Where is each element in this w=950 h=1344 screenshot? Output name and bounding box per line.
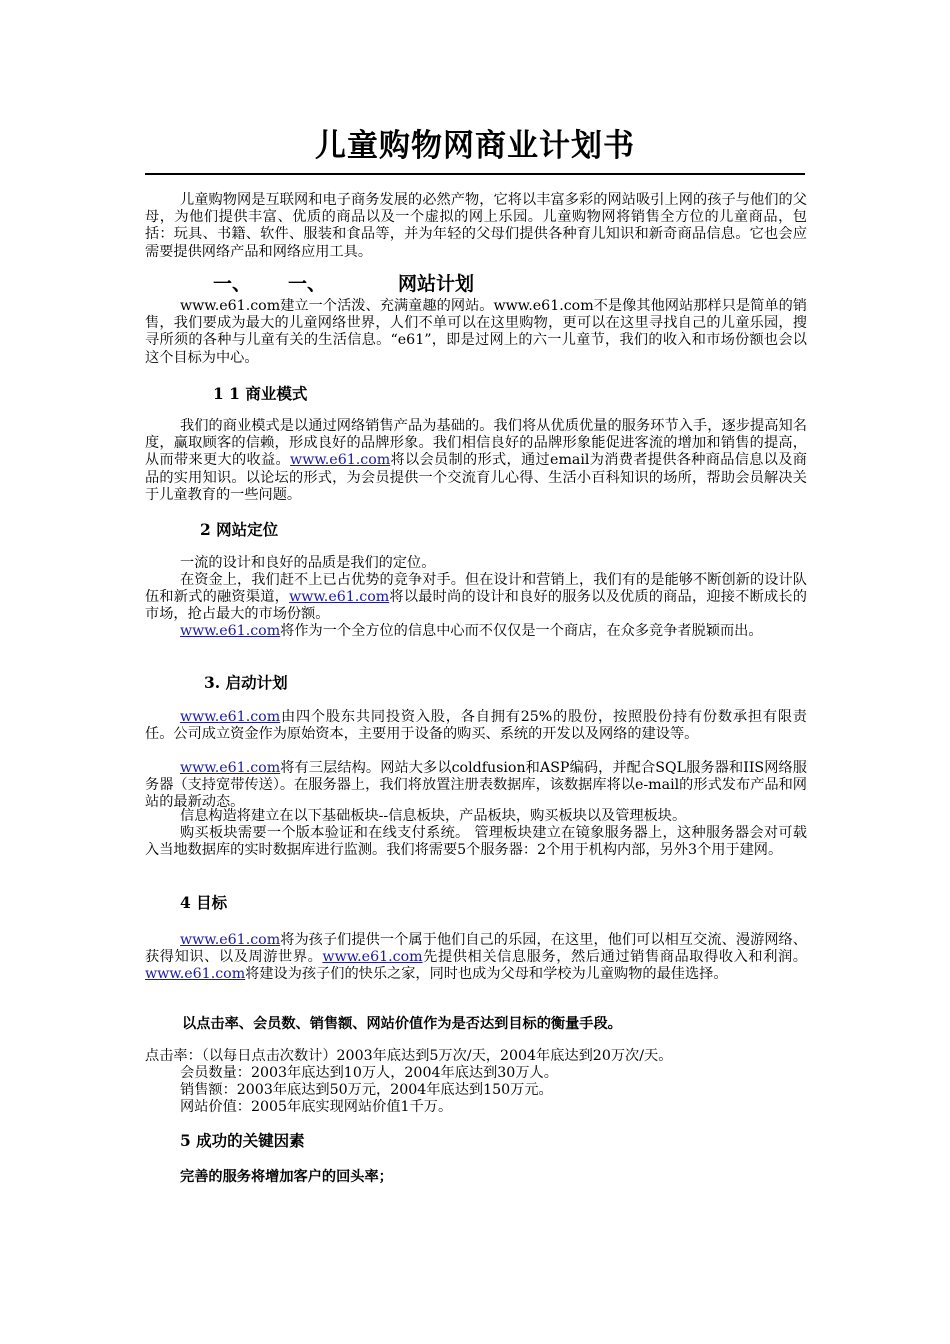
- metric-sales: 销售额：2003年底达到50万元，2004年底达到150万元。: [180, 1082, 553, 1098]
- text-run: 先提供相关信息服务，然后通过销售商品取得收入和利润。: [422, 949, 807, 966]
- section-1-number-repeat: 一、: [288, 273, 327, 295]
- site-link[interactable]: www.e61.com: [322, 949, 423, 966]
- text-run: 将以最时尚的设计和良好的服务以及优质的商品，迎接不断成长的市场，抢占最大的市场份额。: [145, 589, 807, 623]
- section-3-paragraph-2: [145, 760, 807, 812]
- section-4-heading: 4 目标: [180, 893, 228, 912]
- title-rule: [145, 173, 805, 175]
- section-5-heading: 5 成功的关键因素: [180, 1131, 305, 1150]
- section-2-heading: 2 网站定位: [200, 520, 279, 539]
- section-3-heading: 3. 启动计划: [204, 673, 288, 692]
- section-5-bold-line: 完善的服务将增加客户的回头率；: [180, 1169, 393, 1185]
- section-3-paragraph-3: 信息构造将建立在以下基础板块--信息板块，产品板块，购买板块以及管理板块。: [180, 808, 687, 824]
- metric-clicks: 点击率：（以每日点击次数计）2003年底达到5万次/天，2004年底达到20万次/天。: [145, 1048, 673, 1064]
- section-1-number: 一、: [213, 273, 252, 295]
- site-link[interactable]: www.e61.com: [180, 623, 281, 639]
- text-run: 将为孩子们提供一个属于他们自己的乐园，在这里，他们可以相互交流、漫游网络、获得知识、以及周游世界。: [145, 932, 807, 966]
- section-4-paragraph: [145, 932, 807, 984]
- section-2-paragraph-3: [145, 623, 807, 640]
- metric-members: 会员数量：2003年底达到10万人，2004年底达到30万人。: [180, 1065, 558, 1081]
- intro-paragraph: 儿童购物网是互联网和电子商务发展的必然产物，它将以丰富多彩的网站吸引上网的孩子与他们的父母，为他们提供丰富、优质的商品以及一个虚拟的网上乐园。儿童购物网将销售全方位的儿童商品，包括：玩具、书籍、软件、服装和食品等，并为年轻的父母们提供各种育儿知识和新奇商品信息。它也会应需要提供网络产品和网络应用工具。: [145, 192, 807, 260]
- text-run: 由四个股东共同投资入股，各自拥有25%的股份，按照股份持有份数承担有限责任。公司成立资金作为原始资本，主要用于设备的购买、系统的开发以及网络的建设等。: [145, 709, 807, 743]
- text-run: 将建设为孩子们的快乐之家，同时也成为父母和学校为儿童购物的最佳选择。: [245, 966, 728, 983]
- site-link[interactable]: www.e61.com: [180, 932, 281, 948]
- text-run: 将以会员制的形式，通过email为消费者提供各种商品信息以及商品的实用知识。以论坛的形式，为会员提供一个交流育儿心得、生活小百科知识的场所，帮助会员解决关于儿童教育的一些问题。: [145, 452, 807, 503]
- site-link[interactable]: www.e61.com: [180, 760, 281, 776]
- text-run: 将作为一个全方位的信息中心而不仅仅是一个商店，在众多竞争者脱颖而出。: [280, 623, 763, 639]
- site-link[interactable]: www.e61.com: [180, 709, 281, 725]
- document-title: 儿童购物网商业计划书: [315, 128, 635, 164]
- site-link[interactable]: www.e61.com: [145, 966, 246, 983]
- site-link[interactable]: www.e61.com: [289, 589, 390, 606]
- section-1-1-heading: 1 1 商业模式: [213, 384, 308, 403]
- text-run: 在资金上，我们赶不上已占优势的竞争对手。但在设计和营销上，我们有的是能够不断创新的设计队伍和新式的融资渠道，: [145, 572, 807, 606]
- section-2-paragraph-1: 一流的设计和良好的品质是我们的定位。: [180, 555, 436, 571]
- text-run: 我们的商业模式是以通过网络销售产品为基础的。我们将从优质优量的服务环节入手，逐步提高知名度，赢取顾客的信赖，形成良好的品牌形象。我们相信良好的品牌形象能促进客流的增加和销售的提高，从而带来更大的收益。: [145, 418, 807, 469]
- section-2-paragraph-2: [145, 572, 807, 624]
- site-link[interactable]: www.e61.com: [290, 452, 391, 469]
- measure-statement: 以点击率、会员数、销售额、网站价值作为是否达到目标的衡量手段。: [182, 1016, 622, 1032]
- text-run: 将有三层结构。网站大多以coldfusion和ASP编码，并配合SQL服务器和IIS网络服务器（支持宽带传送）。在服务器上，我们将放置注册表数据库，该数据库将以e-mail的形式发布产品和网站的最新动态。: [145, 760, 807, 811]
- section-1-paragraph: www.e61.com建立一个活泼、充满童趣的网站。www.e61.com不是像其他网站那样只是简单的销售，我们要成为最大的儿童网络世界，人们不单可以在这里购物，更可以在这里寻找自己的儿童乐园，搜寻所须的各种与儿童有关的生活信息。“e61”，即是过网上的六一儿童节，我们的收入和市场份额也会以这个目标为中心。: [145, 298, 807, 366]
- section-3-paragraph-4: 购买板块需要一个版本验证和在线支付系统。 管理板块建立在镜象服务器上，这种服务器会对可载入当地数据库的实时数据库进行监测。我们将需要5个服务器：2个用于机构内部，另外3个用于建网。: [145, 825, 807, 859]
- metric-site-value: 网站价值：2005年底实现网站价值1千万。: [180, 1099, 453, 1115]
- section-1-title: 网站计划: [398, 273, 475, 295]
- section-3-paragraph-1: [145, 709, 807, 743]
- section-1-1-paragraph: [145, 418, 807, 504]
